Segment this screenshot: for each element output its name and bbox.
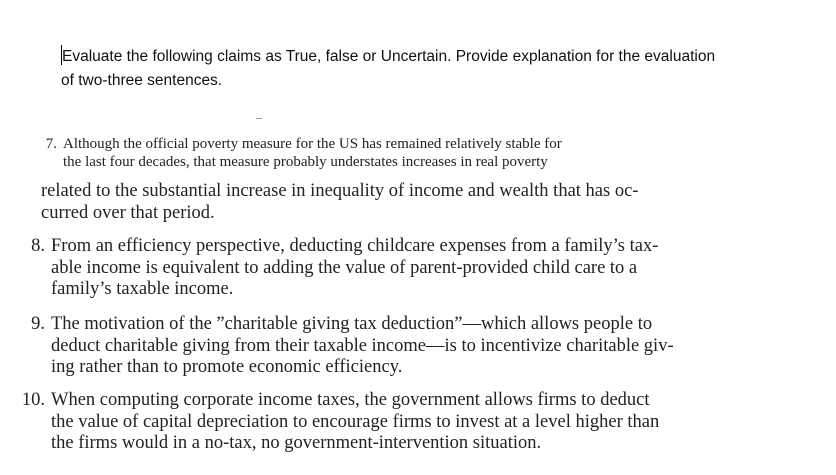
question-number: 8. xyxy=(31,236,45,256)
question-number: 7. xyxy=(45,136,57,152)
question-number: 9. xyxy=(31,314,45,334)
question-7-continuation: related to the substantial increase in inequality of income and wealth that has oc- curred over that period. xyxy=(41,181,639,223)
question-number: 10. xyxy=(21,390,45,410)
question-text: When computing corporate income taxes, the government allows firms to deduct the value of capital depreciation to encourage firms to invest at a level higher than the firms would in a no-tax, no government-intervention situation. xyxy=(51,390,660,453)
instructions-text[interactable] xyxy=(61,45,821,93)
instructions-line-1: Evaluate the following claims as True, false or Uncertain. Provide explanation for the evaluation xyxy=(61,45,821,69)
instructions-line-2: of two-three sentences. xyxy=(61,72,223,89)
question-text: Although the official poverty measure for the US has remained relatively stable for the last four decades, that measure probably understates increases in real poverty xyxy=(63,136,562,170)
question-text: From an efficiency perspective, deducting childcare expenses from a family’s tax- able income is equivalent to adding the value of parent-provided child care to a family’s taxable income. xyxy=(51,236,659,299)
stray-dash-mark xyxy=(256,118,262,119)
question-text: The motivation of the ”charitable giving tax deduction”—which allows people to deduct charitable giving from their taxable income—is to incentivize charitable giv- ing rather than to promote economic efficiency. xyxy=(51,314,674,377)
